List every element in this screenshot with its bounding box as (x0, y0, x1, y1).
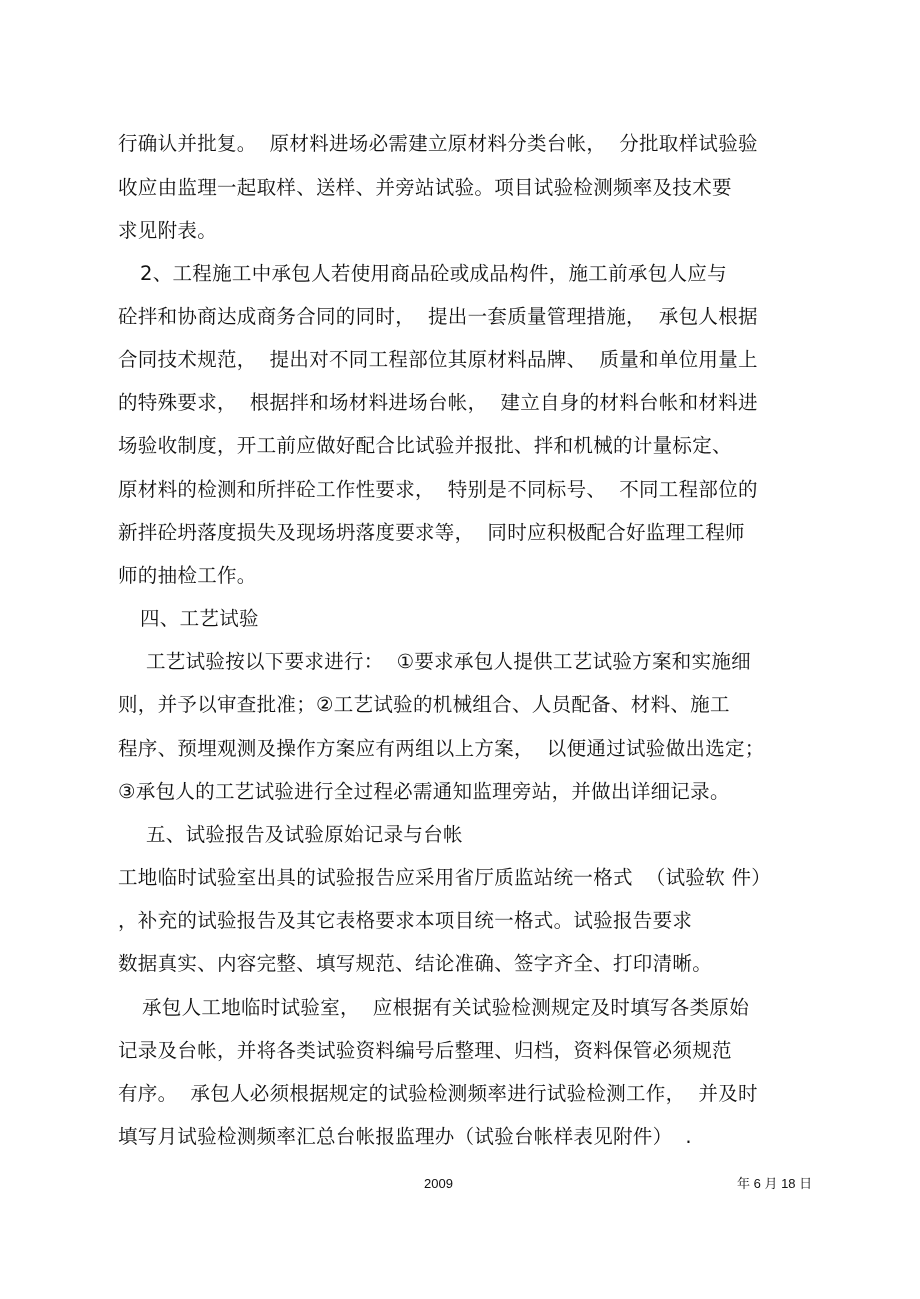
text-line: 有序。 承包人必须根据规定的试验检测频率进行试验检测工作， 并及时 (118, 1082, 758, 1105)
text-line: 行确认并批复。 原材料进场必需建立原材料分类台帐， 分批取样试验验 (118, 132, 758, 155)
text-line: 记录及台帐，并将各类试验资料编号后整理、归档，资料保管必须规范 (118, 1039, 732, 1062)
text-line: 数据真实、内容完整、填写规范、结论准确、签字齐全、打印清晰。 (118, 952, 713, 975)
text-line: 工艺试验按以下要求进行： ①要求承包人提供工艺试验方案和实施细 (146, 650, 751, 673)
text-line: 求见附表。 (118, 219, 218, 242)
footer-date: 年 6 月 18 日 (737, 1176, 813, 1191)
text-line: 的特殊要求， 根据拌和场材料进场台帐， 建立自身的材料台帐和材料进 (118, 391, 758, 414)
text-line: ③承包人的工艺试验进行全过程必需通知监理旁站，并做出详细记录。 (118, 780, 730, 803)
text-line: 合同技术规范， 提出对不同工程部位其原材料品牌、 质量和单位用量上 (118, 348, 758, 371)
text-line: ，补充的试验报告及其它表格要求本项目统一格式。试验报告要求 (118, 909, 693, 932)
text-line: 程序、预埋观测及操作方案应有两组以上方案， 以便通过试验做出选定； (118, 737, 765, 760)
footer-year: 2009 (424, 1176, 453, 1191)
text-line: 场验收制度，开工前应做好配合比试验并报批、拌和机械的计量标定、 (118, 434, 732, 457)
text-line: 师的抽检工作。 (118, 564, 257, 587)
text-line: 则，并予以审查批准；②工艺试验的机械组合、人员配备、材料、施工 (118, 693, 730, 716)
text-line: 2、工程施工中承包人若使用商品砼或成品构件，施工前承包人应与 (140, 262, 727, 285)
text-line: 承包人工地临时试验室， 应根据有关试验检测规定及时填写各类原始 (142, 996, 749, 1019)
text-line: 工地临时试验室出具的试验报告应采用省厅质监站统一格式 （试验软 件） (118, 866, 772, 889)
text-line: 填写月试验检测频率汇总台帐报监理办（试验台帐样表见附件） . (118, 1125, 692, 1148)
text-line: 砼拌和协商达成商务合同的同时， 提出一套质量管理措施， 承包人根据 (118, 305, 758, 328)
section-heading: 五、试验报告及试验原始记录与台帐 (146, 823, 463, 846)
text-line: 新拌砼坍落度损失及现场坍落度要求等， 同时应积极配合好监理工程师 (118, 521, 745, 544)
section-heading: 四、工艺试验 (140, 607, 259, 630)
text-line: 原材料的检测和所拌砼工作性要求， 特别是不同标号、 不同工程部位的 (118, 478, 758, 501)
text-line: 收应由监理一起取样、送样、并旁站试验。项目试验检测频率及技术要 (118, 176, 732, 199)
